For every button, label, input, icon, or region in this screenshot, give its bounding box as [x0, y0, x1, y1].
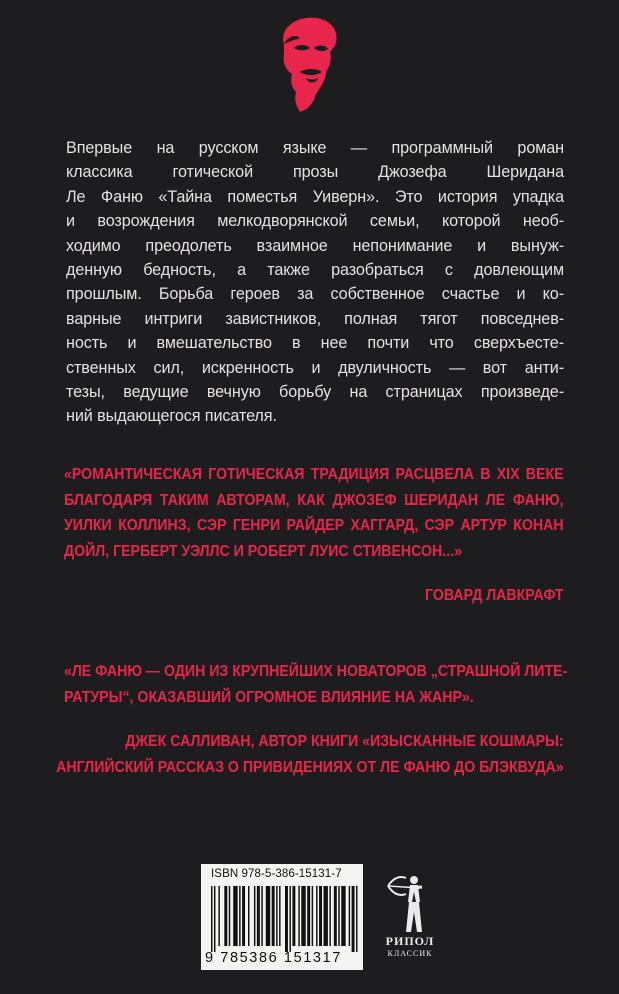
quote-line: «ЛЕ ФАНЮ — ОДИН ИЗ КРУПНЕЙШИХ НОВАТОРОВ „СТРАШНОЙ ЛИТЕ-: [64, 663, 568, 680]
barcode-bar: [352, 886, 355, 952]
barcode-bar: [338, 886, 339, 946]
barcode-bar: [312, 886, 313, 946]
attribution-line: АНГЛИЙСКИЙ РАССКАЗ О ПРИВИДЕНИЯХ ОТ ЛЕ ФАНЮ ДО БЛЭКВУДА»: [56, 758, 564, 776]
description-line: ний выдающегося писателя.: [66, 407, 277, 426]
barcode-bar: [233, 886, 237, 946]
barcode-bar: [214, 886, 215, 952]
author-portrait-icon: [270, 14, 344, 114]
barcode-bar: [266, 886, 270, 946]
description-line: и возрождения мелкодворянской семьи, которой необ-: [66, 212, 564, 231]
description-line: Впервые на русском языке — программный роман: [66, 139, 564, 157]
description-line: классика готической прозы Джозефа Шеридана: [66, 163, 564, 182]
barcode-bar: [356, 886, 357, 952]
barcode-bar: [323, 886, 327, 946]
barcode-bar: [248, 886, 249, 946]
sullivan-quote: [64, 659, 568, 710]
lovecraft-quote: [64, 462, 564, 564]
barcode-bar: [329, 886, 330, 946]
barcode-bar: [334, 886, 337, 946]
barcode-bar: [211, 886, 212, 952]
barcode-bar: [289, 886, 290, 952]
archer-logo-icon: [384, 872, 436, 934]
lovecraft-attribution: ГОВАРД ЛАВКРАФТ: [425, 587, 564, 604]
description-line: варные интриги завистников, полная тягот повседнев-: [66, 309, 564, 328]
barcode-bar: [254, 886, 255, 946]
barcode-bar: [229, 886, 230, 946]
barcode-bar: [298, 886, 299, 946]
barcode-bar: [279, 886, 280, 946]
description-line: денную бедность, а также разобраться с довлеющим: [66, 261, 564, 280]
quote-line: «РОМАНТИЧЕСКАЯ ГОТИЧЕСКАЯ ТРАДИЦИЯ РАСЦВЕЛА В XIX ВЕКЕ: [64, 466, 564, 483]
barcode-bar: [301, 886, 305, 946]
barcode-bar: [319, 886, 322, 946]
isbn-number: ISBN 978-5-386-15131-7: [211, 868, 342, 880]
barcode-bar: [349, 886, 350, 946]
barcode-digits: 9 785386 151317: [205, 950, 342, 966]
book-description: [66, 136, 564, 429]
quote-line: БЛАГОДАРЯ ТАКИМ АВТОРАМ, КАК ДЖОЗЕФ ШЕРИДАН ЛЕ ФАНЮ,: [64, 491, 564, 509]
barcode-bar: [218, 886, 219, 946]
description-line: ность и вмешательство в нее почти что сверхъесте-: [66, 334, 564, 353]
attribution-line: ДЖЕК САЛЛИВАН, АВТОР КНИГИ «ИЗЫСКАННЫЕ КОШМАРЫ:: [125, 733, 564, 750]
barcode-bar: [272, 886, 275, 946]
publisher-name: РИПОЛ: [385, 934, 435, 948]
barcode-bar: [307, 886, 310, 946]
barcode-bar: [242, 886, 245, 946]
barcode-bar: [257, 886, 260, 946]
isbn-barcode: [201, 864, 363, 970]
barcode-bar: [285, 886, 288, 952]
description-line: Ле Фаню «Тайна поместья Уиверн». Это история упадка: [66, 187, 564, 206]
description-line: прошлым. Борьба героев за собственное счастье и ко-: [66, 285, 564, 304]
barcode-bar: [261, 886, 262, 946]
barcode-bar: [341, 886, 345, 946]
quote-line: ДОЙЛ, ГЕРБЕРТ УЭЛЛС И РОБЕРТ ЛУИС СТИВЕНСОН...»: [64, 542, 462, 560]
sullivan-attribution: [56, 729, 564, 780]
description-line: тезы, ведущие вечную борьбу на страницах произведе-: [66, 383, 564, 402]
barcode-bar: [316, 886, 317, 946]
barcode-bar: [239, 886, 240, 946]
description-line: ходимо преодолеть взаимное непонимание и вынуж-: [66, 236, 564, 255]
description-line: ственных сил, искренность и двуличность — вот анти-: [66, 358, 564, 377]
barcode-bar: [224, 886, 227, 946]
publisher-subname: КЛАССИК: [387, 949, 433, 958]
quote-line: РАТУРЫ“, ОКАЗАВШИЙ ОГРОМНОЕ ВЛИЯНИЕ НА ЖАНР».: [64, 688, 474, 706]
quote-line: УИЛКИ КОЛЛИНЗ, СЭР ГЕНРИ РАЙДЕР ХАГГАРД, СЭР АРТУР КОНАН: [64, 517, 564, 534]
barcode-bar: [276, 886, 277, 946]
barcode-bar: [292, 886, 295, 946]
barcode-bars: [211, 886, 359, 952]
